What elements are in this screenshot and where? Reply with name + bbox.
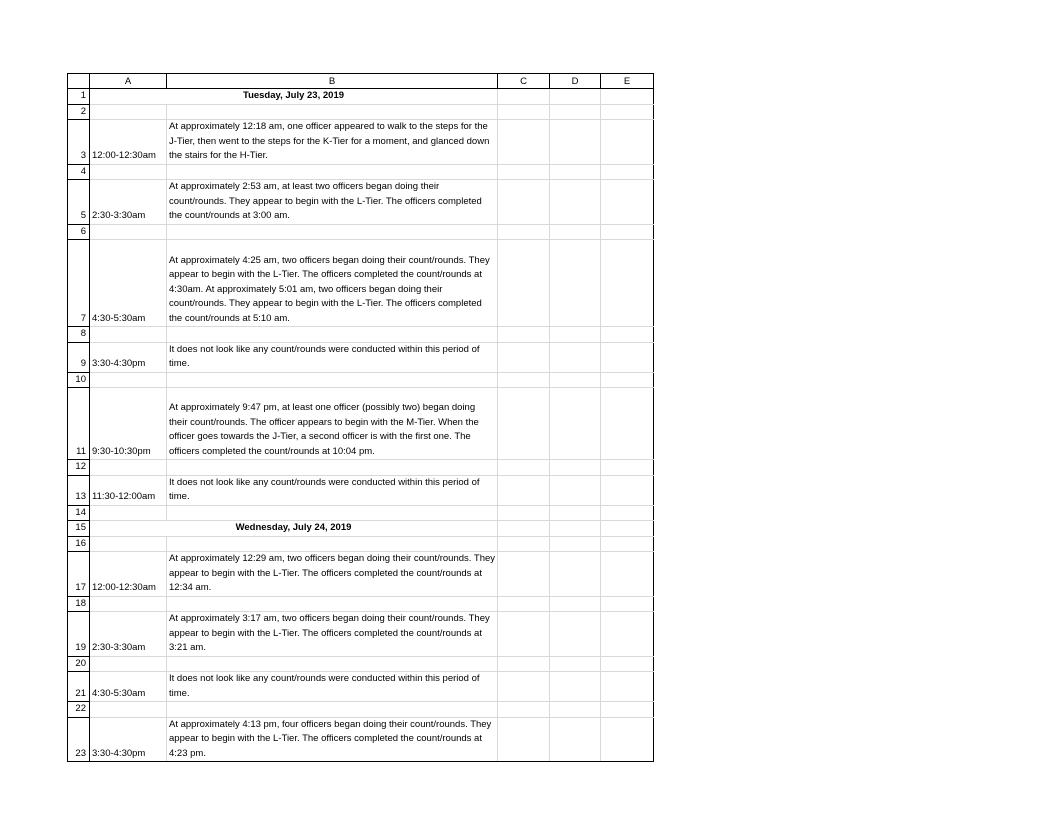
empty-cell-d[interactable]: [550, 240, 601, 327]
empty-cell-d[interactable]: [550, 180, 601, 225]
table-row: [68, 164, 654, 180]
time-range-cell[interactable]: 11:30-12:00am: [90, 475, 167, 505]
empty-cell-e[interactable]: [601, 224, 654, 240]
time-range-cell[interactable]: 3:30-4:30pm: [90, 717, 167, 762]
observation-cell[interactable]: [167, 164, 498, 180]
spreadsheet: [67, 73, 654, 762]
table-row: [68, 89, 654, 105]
empty-cell-e[interactable]: [601, 104, 654, 120]
time-range-cell[interactable]: 12:00-12:30am: [90, 552, 167, 597]
empty-cell-c[interactable]: [498, 717, 550, 762]
corner-cell[interactable]: [68, 74, 90, 89]
empty-cell-d[interactable]: [550, 388, 601, 460]
observation-cell[interactable]: At approximately 12:29 am, two officers began doing their count/rounds. They appear to begin with the L-Tier. The officers completed the count/rounds at 12:34 am.: [167, 552, 498, 597]
empty-cell-d[interactable]: [550, 656, 601, 672]
observation-cell[interactable]: [167, 505, 498, 521]
observation-cell[interactable]: At approximately 9:47 pm, at least one officer (possibly two) began doing their count/rounds. The officer appears to begin with the M-Tier. When the officer goes towards the J-Tier, a second officer is with the first one. The officers completed the count/rounds at 10:04 pm.: [167, 388, 498, 460]
empty-cell-c[interactable]: [498, 672, 550, 702]
time-range-cell[interactable]: 9:30-10:30pm: [90, 388, 167, 460]
empty-cell-e[interactable]: [601, 372, 654, 388]
sheet-body: [68, 89, 654, 762]
empty-cell-c[interactable]: [498, 120, 550, 165]
table-row: [68, 104, 654, 120]
empty-cell-c[interactable]: [498, 521, 550, 537]
row-number[interactable]: 12: [68, 460, 90, 476]
row-number[interactable]: 18: [68, 596, 90, 612]
time-range-cell[interactable]: 4:30-5:30am: [90, 672, 167, 702]
table-row: [68, 460, 654, 476]
empty-cell-d[interactable]: [550, 475, 601, 505]
empty-cell-d[interactable]: [550, 612, 601, 657]
table-row: [68, 342, 654, 372]
table-row: [68, 596, 654, 612]
row-number[interactable]: 6: [68, 224, 90, 240]
empty-cell-c[interactable]: [498, 596, 550, 612]
empty-cell-e[interactable]: [601, 552, 654, 597]
column-header-a[interactable]: A: [90, 74, 167, 89]
observation-cell[interactable]: It does not look like any count/rounds were conducted within this period of time.: [167, 475, 498, 505]
empty-cell-c[interactable]: [498, 104, 550, 120]
empty-cell-c[interactable]: [498, 180, 550, 225]
empty-cell-e[interactable]: [601, 327, 654, 343]
empty-cell-d[interactable]: [550, 224, 601, 240]
row-number[interactable]: 19: [68, 612, 90, 657]
table-row: [68, 612, 654, 657]
time-range-cell[interactable]: 2:30-3:30am: [90, 180, 167, 225]
time-range-cell[interactable]: [90, 702, 167, 718]
row-number[interactable]: 20: [68, 656, 90, 672]
empty-cell-c[interactable]: [498, 164, 550, 180]
empty-cell-c[interactable]: [498, 552, 550, 597]
empty-cell-d[interactable]: [550, 164, 601, 180]
date-heading[interactable]: Wednesday, July 24, 2019: [90, 521, 498, 537]
empty-cell-e[interactable]: [601, 717, 654, 762]
empty-cell-e[interactable]: [601, 460, 654, 476]
empty-cell-c[interactable]: [498, 702, 550, 718]
table-row: [68, 388, 654, 460]
column-header-d[interactable]: D: [550, 74, 601, 89]
empty-cell-c[interactable]: [498, 612, 550, 657]
empty-cell-e[interactable]: [601, 240, 654, 327]
empty-cell-c[interactable]: [498, 505, 550, 521]
observation-cell[interactable]: [167, 460, 498, 476]
empty-cell-e[interactable]: [601, 342, 654, 372]
row-number[interactable]: 4: [68, 164, 90, 180]
empty-cell-d[interactable]: [550, 536, 601, 552]
observation-cell[interactable]: At approximately 4:13 pm, four officers began doing their count/rounds. They appear to begin with the L-Tier. The officers completed the count/rounds at 4:23 pm.: [167, 717, 498, 762]
column-header-row: [68, 74, 654, 89]
time-range-cell[interactable]: [90, 164, 167, 180]
table-row: [68, 240, 654, 327]
empty-cell-c[interactable]: [498, 89, 550, 105]
time-range-cell[interactable]: [90, 224, 167, 240]
empty-cell-e[interactable]: [601, 475, 654, 505]
table-row: [68, 656, 654, 672]
observation-cell[interactable]: [167, 656, 498, 672]
empty-cell-e[interactable]: [601, 656, 654, 672]
observation-cell[interactable]: At approximately 4:25 am, two officers began doing their count/rounds. They appear to begin with the L-Tier. The officers completed the count/rounds at 4:30am. At approximately 5:01 am, two officers began doing their count/rounds. They appear to begin with the L-Tier. The officers completed the count/rounds at 5:10 am.: [167, 240, 498, 327]
table-row: [68, 536, 654, 552]
table-row: [68, 475, 654, 505]
empty-cell-d[interactable]: [550, 596, 601, 612]
row-number[interactable]: 17: [68, 552, 90, 597]
empty-cell-e[interactable]: [601, 596, 654, 612]
table-row: [68, 180, 654, 225]
empty-cell-c[interactable]: [498, 372, 550, 388]
observation-cell[interactable]: [167, 327, 498, 343]
row-number[interactable]: 10: [68, 372, 90, 388]
observation-cell[interactable]: It does not look like any count/rounds were conducted within this period of time.: [167, 672, 498, 702]
time-range-cell[interactable]: 4:30-5:30am: [90, 240, 167, 327]
table-row: [68, 224, 654, 240]
time-range-cell[interactable]: [90, 656, 167, 672]
time-range-cell[interactable]: [90, 372, 167, 388]
empty-cell-e[interactable]: [601, 164, 654, 180]
table-row: [68, 505, 654, 521]
time-range-cell[interactable]: [90, 104, 167, 120]
empty-cell-d[interactable]: [550, 702, 601, 718]
empty-cell-c[interactable]: [498, 536, 550, 552]
table-row: [68, 372, 654, 388]
row-number[interactable]: 21: [68, 672, 90, 702]
time-range-cell[interactable]: [90, 327, 167, 343]
observation-cell[interactable]: [167, 224, 498, 240]
empty-cell-d[interactable]: [550, 505, 601, 521]
table-row: [68, 552, 654, 597]
table-row: [68, 717, 654, 762]
time-range-cell[interactable]: [90, 596, 167, 612]
empty-cell-c[interactable]: [498, 240, 550, 327]
empty-cell-e[interactable]: [601, 521, 654, 537]
column-header-c[interactable]: C: [498, 74, 550, 89]
table-row: [68, 672, 654, 702]
table-row: [68, 120, 654, 165]
observation-cell[interactable]: At approximately 2:53 am, at least two officers began doing their count/rounds. They appear to begin with the L-Tier. The officers completed the count/rounds at 3:00 am.: [167, 180, 498, 225]
empty-cell-c[interactable]: [498, 656, 550, 672]
empty-cell-d[interactable]: [550, 372, 601, 388]
empty-cell-c[interactable]: [498, 327, 550, 343]
time-range-cell[interactable]: [90, 460, 167, 476]
empty-cell-d[interactable]: [550, 327, 601, 343]
empty-cell-e[interactable]: [601, 180, 654, 225]
empty-cell-e[interactable]: [601, 536, 654, 552]
empty-cell-e[interactable]: [601, 672, 654, 702]
time-range-cell[interactable]: 12:00-12:30am: [90, 120, 167, 165]
empty-cell-e[interactable]: [601, 612, 654, 657]
observation-cell[interactable]: At approximately 12:18 am, one officer appeared to walk to the steps for the J-Tier, then went to the steps for the K-Tier for a moment, and glanced down the stairs for the H-Tier.: [167, 120, 498, 165]
observation-cell[interactable]: [167, 372, 498, 388]
empty-cell-d[interactable]: [550, 104, 601, 120]
empty-cell-c[interactable]: [498, 342, 550, 372]
empty-cell-e[interactable]: [601, 89, 654, 105]
empty-cell-e[interactable]: [601, 505, 654, 521]
column-header-e[interactable]: E: [601, 74, 654, 89]
empty-cell-d[interactable]: [550, 460, 601, 476]
empty-cell-c[interactable]: [498, 475, 550, 505]
observation-cell[interactable]: It does not look like any count/rounds were conducted within this period of time.: [167, 342, 498, 372]
time-range-cell[interactable]: 2:30-3:30am: [90, 612, 167, 657]
row-number[interactable]: 8: [68, 327, 90, 343]
empty-cell-c[interactable]: [498, 460, 550, 476]
empty-cell-d[interactable]: [550, 552, 601, 597]
row-number[interactable]: 15: [68, 521, 90, 537]
empty-cell-d[interactable]: [550, 89, 601, 105]
table-row: [68, 327, 654, 343]
empty-cell-e[interactable]: [601, 702, 654, 718]
row-number[interactable]: 13: [68, 475, 90, 505]
empty-cell-c[interactable]: [498, 388, 550, 460]
empty-cell-d[interactable]: [550, 672, 601, 702]
observation-cell[interactable]: At approximately 3:17 am, two officers began doing their count/rounds. They appear to begin with the L-Tier. The officers completed the count/rounds at 3:21 am.: [167, 612, 498, 657]
empty-cell-d[interactable]: [550, 342, 601, 372]
row-number[interactable]: 16: [68, 536, 90, 552]
empty-cell-d[interactable]: [550, 120, 601, 165]
row-number[interactable]: 7: [68, 240, 90, 327]
time-range-cell[interactable]: 3:30-4:30pm: [90, 342, 167, 372]
row-number[interactable]: 5: [68, 180, 90, 225]
table-row: [68, 521, 654, 537]
table-row: [68, 702, 654, 718]
row-number[interactable]: 2: [68, 104, 90, 120]
time-range-cell[interactable]: [90, 536, 167, 552]
row-number[interactable]: 14: [68, 505, 90, 521]
row-number[interactable]: 3: [68, 120, 90, 165]
row-number[interactable]: 1: [68, 89, 90, 105]
empty-cell-e[interactable]: [601, 388, 654, 460]
observation-cell[interactable]: [167, 536, 498, 552]
row-number[interactable]: 9: [68, 342, 90, 372]
empty-cell-e[interactable]: [601, 120, 654, 165]
date-heading[interactable]: Tuesday, July 23, 2019: [90, 89, 498, 105]
row-number[interactable]: 11: [68, 388, 90, 460]
empty-cell-d[interactable]: [550, 521, 601, 537]
row-number[interactable]: 22: [68, 702, 90, 718]
row-number[interactable]: 23: [68, 717, 90, 762]
observation-cell[interactable]: [167, 596, 498, 612]
time-range-cell[interactable]: [90, 505, 167, 521]
observation-cell[interactable]: [167, 702, 498, 718]
column-header-b[interactable]: B: [167, 74, 498, 89]
observation-cell[interactable]: [167, 104, 498, 120]
empty-cell-d[interactable]: [550, 717, 601, 762]
empty-cell-c[interactable]: [498, 224, 550, 240]
